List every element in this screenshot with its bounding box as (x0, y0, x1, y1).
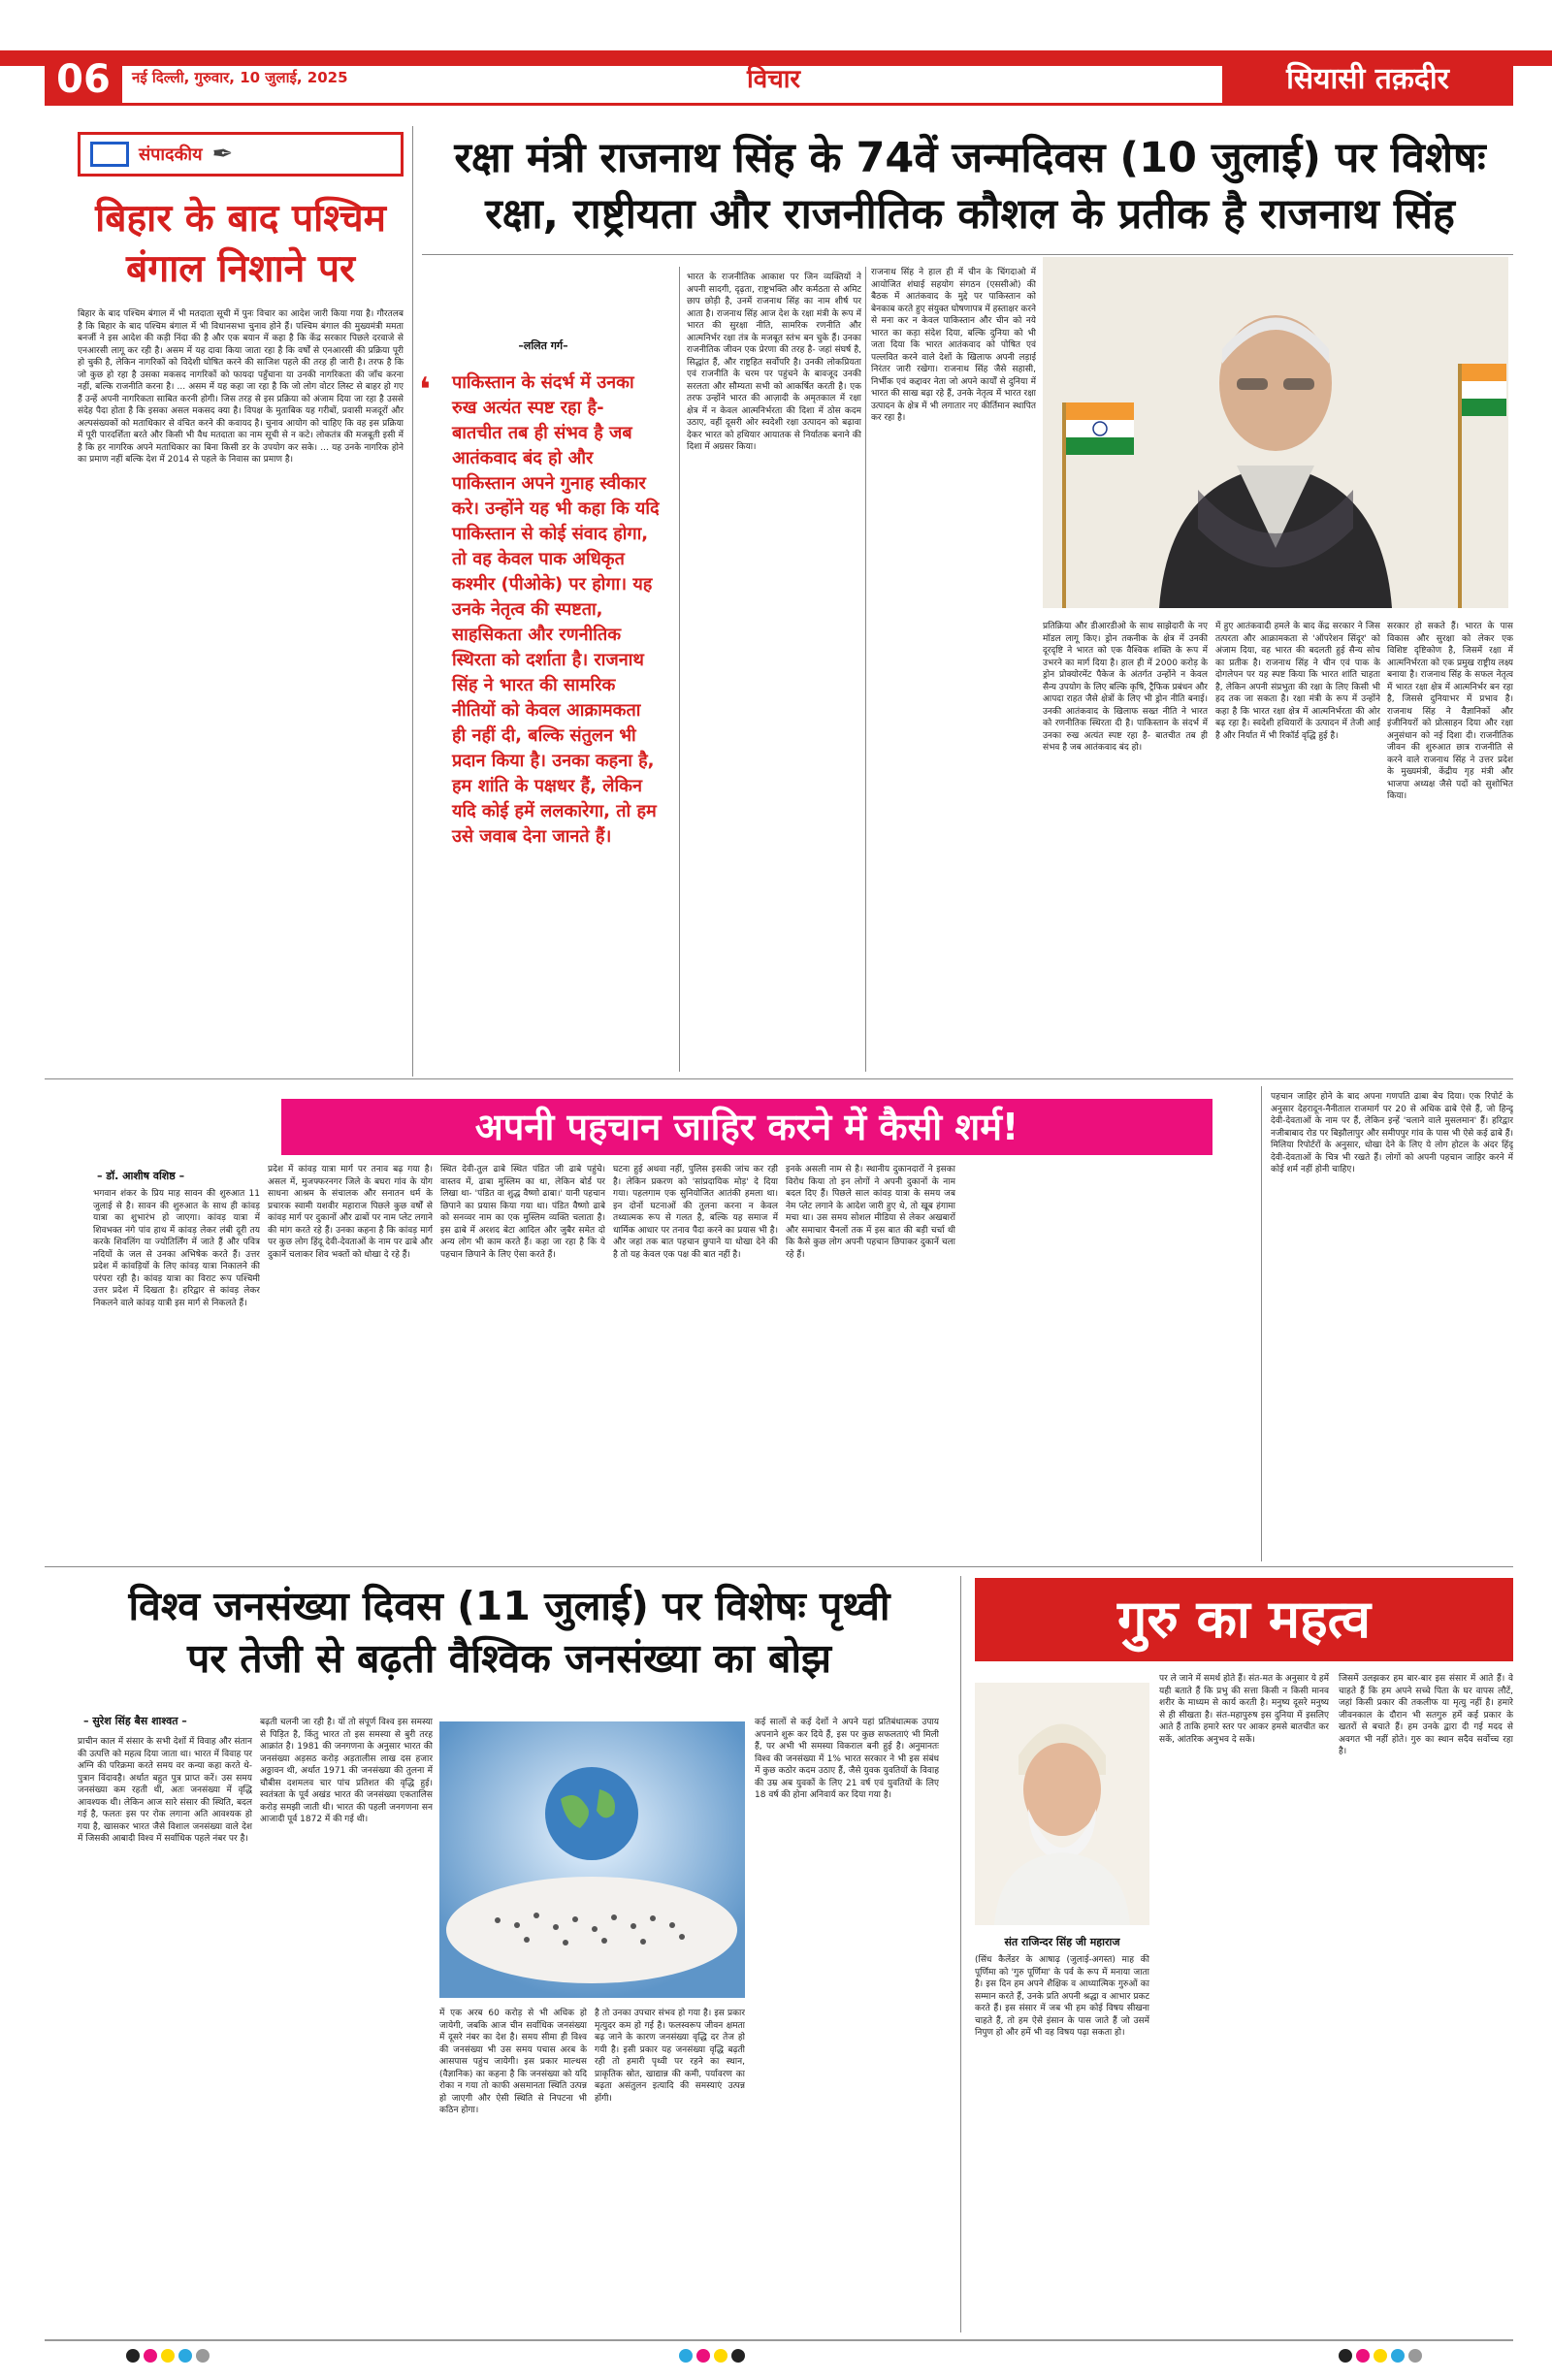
registration-dot (178, 2349, 192, 2363)
population-headline-line1: विश्व जनसंख्या दिवस (11 जुलाई) पर विशेषः पृथ्वी (128, 1583, 890, 1629)
mid-column-4: घटना हुई अथवा नहीं, पुलिस इसकी जांच कर रही है। लेकिन प्रकरण को 'सांप्रदायिक मोड़' दे दिया गया। पहलगाम एक सुनियोजित आतंकी हमला था। इन दोनों घटनाओं की तुलना करना न केवल तथ्यात्मक रूप से गलत है, बल्कि यह समाज में धार्मिक आधार पर तनाव पैदा करने का प्रयास भी है। और जहां तक बात पहचान छुपाने या धोखा देने की है तो यह केवल एक पक्ष की बात नहीं है। (613, 1165, 778, 1260)
column-rule (960, 1576, 961, 2332)
column-rule (865, 267, 866, 1072)
registration-dot (144, 2349, 157, 2363)
headline-rule (422, 254, 1513, 255)
registration-dot (126, 2349, 140, 2363)
population-column-4: है तो उनका उपचार संभव हो गया है। इस प्रकार मृत्युदर कम हो गई है। फलस्वरूप जीवन क्षमता बढ़ जाने के कारण जनसंख्या वृद्धि दर तेज हो गयी है। इसी प्रकार यह जनसंख्या वृद्धि बढ़ती रही तो हमारी पृथ्वी पर रहने का स्थान, प्राकृतिक स्रोत, खाद्यान्न की कमी, पर्यावरण का बढ़ता असंतुलन इत्यादि की समस्याएं उत्पन्न होंगी। (595, 2009, 745, 2104)
color-registration-right (1339, 2349, 1422, 2363)
editorial-tag (78, 132, 404, 177)
feature-column-5: सरकार हो सकते हैं। भारत के पास विकास और सुरक्षा को लेकर एक विशिष्ट दृष्टिकोण है, जिसमें रक्षा में आत्मनिर्भरता को एक प्रमुख राष्ट्रीय लक्ष्य बनाया है। राजनाथ सिंह के सफल नेतृत्व में भारत रक्षा क्षेत्र में आत्मनिर्भर बन रहा है, जिससे दुनियाभर में प्रभाव है। राजनाथ सिंह ने वैज्ञानिकों और इंजीनियरों को प्रोत्साहन दिया और रक्षा अनुसंधान को नई दिशा दी। राजनीतिक जीवन की शुरुआत छात्र राजनीति से करने वाले राजनाथ सिंह ने उत्तर प्रदेश के मुख्यमंत्री, केंद्रीय गृह मंत्री और भाजपा अध्यक्ष जैसे पदों को सुशोभित किया। (1387, 622, 1513, 801)
registration-dot (1339, 2349, 1352, 2363)
population-column-3: में एक अरब 60 करोड़ से भी अधिक हो जायेगी, जबकि आज चीन सर्वाधिक जनसंख्या में दूसरे नंबर का देश है। समय सीमा ही विश्व की जनसंख्या भी उस समय पचास अरब के आसपास पहुंच जायेगी। इस प्रकार माल्थस (वैज्ञानिक) का कहना है कि जनसंख्या को यदि रोका न गया तो काफी असमानता स्थिति उत्पन्न हो जाएगी और ऐसी स्थिति से निपटना भी कठिन होगा। (439, 2009, 587, 2115)
color-registration-left (126, 2349, 210, 2363)
feature-headline-line1: रक्षा मंत्री राजनाथ सिंह के 74वें जन्मदिवस (10 जुलाई) पर विशेषः (454, 134, 1486, 182)
registration-dot (196, 2349, 210, 2363)
feature-headline (422, 130, 1518, 242)
mid-article-author: – डॉ. आशीष वशिष्ठ – (97, 1170, 185, 1182)
column-rule (1261, 1086, 1262, 1561)
section-rule (45, 1566, 1513, 1567)
feature-headline-line2: रक्षा, राष्ट्रीयता और राजनीतिक कौशल के प्रतीक है राजनाथ सिंह (485, 190, 1455, 239)
registration-dot (1356, 2349, 1370, 2363)
mid-column-5: इनके असली नाम से है। स्थानीय दुकानदारों ने इसका विरोध किया तो इन लोगों ने अपनी दुकानों के नाम बदल दिए हैं। पिछले साल कांवड़ यात्रा के समय जब नेम प्लेट लगाने के आदेश जारी हुए थे, तो खूब हंगामा मचा था। उस समय सोशल मीडिया से लेकर अखबारों और समाचार चैनलों तक में इस बात की बड़ी चर्चा थी कि कैसे कुछ लोग अपनी पहचान छिपाकर दुकानें चला रहे हैं। (786, 1165, 955, 1260)
feature-author: –ललित गर्ग– (518, 339, 568, 352)
mid-column-2: प्रदेश में कांवड़ यात्रा मार्ग पर तनाव बढ़ गया है। असल में, मुजफ्फरनगर जिले के बघरा गांव के योग साधना आश्रम के संचालक और सनातन धर्म के प्रचारक स्वामी यशवीर महाराज पिछले कुछ वर्षों से कांवड़ मार्ग पर दुकानों और ढाबों पर नाम प्लेट लगाने की मांग करते रहे हैं। उनका कहना है कि कांवड़ मार्ग पर कुछ लोग हिंदू देवी-देवताओं के नाम पर ढाबे और दुकानें चलाकर शिव भक्तों को धोखा दे रहे हैं। (268, 1165, 433, 1260)
earth-crowd-image (439, 1721, 745, 1998)
population-headline-line2: पर तेजी से बढ़ती वैश्विक जनसंख्या का बोझ (186, 1635, 832, 1682)
mid-article-banner: अपनी पहचान जाहिर करने में कैसी शर्म! (281, 1099, 1212, 1155)
registration-dot (696, 2349, 710, 2363)
mid-column-1: भगवान शंकर के प्रिय माह सावन की शुरुआत 11 जुलाई से है। सावन की शुरुआत के साथ ही कांवड़ यात्रा का शुभारंभ हो जाएगा। कांवड़ यात्रा में शिवभक्त नंगे पांव हाथ में कांवड़ लेकर लंबी दूरी तय करके शिवलिंग या ज्योतिर्लिंग में जाते हैं और पवित्र नदियों के जल से उनका अभिषेक करते हैं। उत्तर प्रदेश में कांवड़ियों के लिए कांवड़ यात्रा निकालने की परंपरा रही है। कांवड़ यात्रा का विराट रूप पश्चिमी उत्तर प्रदेश में दिखता है। हरिद्वार से कांवड़ लेकर निकलने वाले कांवड़ यात्री इस मार्ग से निकलते हैं। (93, 1189, 260, 1308)
registration-dot (161, 2349, 175, 2363)
footer-rule (45, 2339, 1513, 2341)
feature-column-2: राजनाथ सिंह ने हाल ही में चीन के चिंगदाओ में आयोजित शंघाई सहयोग संगठन (एससीओ) की बैठक में आतंकवाद के मुद्दे पर पाकिस्तान को बेनकाब करते हुए संयुक्त घोषणापत्र में हस्ताक्षर करने से मना कर न केवल पाकिस्तान और चीन को नये भारत का कड़ा संदेश दिया, बल्कि दुनिया को भी जता दिया कि भारत आतंकवाद को पोषित एवं पल्लवित करने वाले देशों के खिलाफ अपनी लड़ाई निरंतर जारी रखेगा। राजनाथ सिंह जैसे सहासी, निर्भीक एवं कद्दावर नेता जो अपने कार्यों से दुनिया में भारत की साख बढ़ा रहे हैं, उनके नेतृत्व में भारत रक्षा उत्पादन के क्षेत्र में भी लगातार नए कीर्तिमान स्थापित कर रहा है। (871, 268, 1036, 423)
editorial-body: बिहार के बाद पश्चिम बंगाल में भी मतदाता सूची में पुनः विचार का आदेश जारी किया गया है। गौरतलब है कि बिहार के बाद पश्चिम बंगाल में भी विधानसभा चुनाव होने हैं। पश्चिम बंगाल की मुख्यमंत्री ममता बनर्जी ने इस आदेश की कड़ी निंदा की है और एक बयान में कहा है कि केंद्र सरकार पिछले दरवाजे से एनआरसी लागू कर रही है। असम में यह दावा किया जाता रहा है कि वर्षों से एनआरसी की प्रक्रिया पूरी हो चुकी है, लेकिन नागरिकों को विदेशी घोषित करने की साजिश पहले की तरह ही जारी है। तरफ है कि जो कुछ हो रहा है उसका मकसद नागरिकों को फायदा पहुँचाना या उनकी नागरिकता की जाँच करना नहीं, बल्कि राजनीति करना है। ... असम में यह कहा जा रहा है कि जो लोग वोटर लिस्ट से बाहर हो गए हैं उन्हें अपनी नागरिकता साबित करनी होगी। जिस तरह से इस प्रक्रिया को अंजाम दिया जा रहा है उससे संदेह पैदा होता है कि इसका असल मकसद क्या है। विपक्ष के मुताबिक यह गरीबों, प्रवासी मजदूरों और अल्पसंख्यकों को मताधिकार से वंचित करने की कवायद है। चुनाव आयोग को चाहिए कि वह इस प्रक्रिया में पूरी पारदर्शिता बरते और किसी भी वैध मतदाता का नाम सूची से न कटे। लोकतंत्र की मजबूती इसी में है कि हर नागरिक अपने मताधिकार का बिना किसी डर के उपयोग कर सके। ... यह उनके नागरिक होने का प्रमाण नहीं बल्कि देश में 2014 से पहले के निवास का प्रमाण है। (78, 309, 404, 465)
population-column-2: बढ़ती चलनी जा रही है। यों तो संपूर्ण विश्व इस समस्या से पिड़ित है, किंतु भारत तो इस समस्या से बुरी तरह आक्रांत है। 1981 की जनगणना के अनुसार भारत की जनसंख्या अड़सठ करोड़ अड़तालीस लाख दस हजार अठ्ठावन थी, अर्थात 1971 की जनसंख्या की तुलना में चौबीस दशमलव चार पांच प्रतिशत की वृद्धि हुई। स्वतंत्रता के पूर्व अखंड भारत की जनसंख्या एकतालिस करोड़ समझी जाती थी। भारत की पहली जनगणना सन आजादी पूर्व 1872 में की गई थी। (260, 1718, 433, 1824)
pen-icon: ✒ (211, 140, 234, 169)
quote-mark-icon: ❛ (419, 370, 431, 409)
feature-column-1: भारत के राजनीतिक आकाश पर जिन व्यक्तियों ने अपनी सादगी, दृढ़ता, राष्ट्रभक्ति और कर्मठता से अमिट छाप छोड़ी है, उनमें राजनाथ सिंह का नाम शीर्ष पर आता है। राजनाथ सिंह आज देश के रक्षा मंत्री के रूप में भारत की सुरक्षा नीति, सामरिक रणनीति और आत्मनिर्भर रक्षा तंत्र के मजबूत स्तंभ बन चुके हैं। उनका राजनीतिक जीवन एक प्रेरणा की तरह है- जहां संघर्ष है, सिद्धांत हैं, और राष्ट्रहित सर्वोपरि है। उनकी लोकप्रियता एवं राजनीति के चरम पर पहुंचने के बावजूद उनकी सरलता और सौम्यता सभी को आकर्षित करती है। एक तरफ उन्होंने भारत की आज़ादी के अमृतकाल में रक्षा क्षेत्र में न केवल आत्मनिर्भरता की दिशा में ठोस कदम उठाए, वहीं दूसरी ओर स्वदेशी रक्षा उत्पादन को बढ़ावा देकर भारत को हथियार आयातक से निर्यातक बनाने की दिशा में अग्रसर किया। (687, 273, 861, 452)
registration-dot (679, 2349, 693, 2363)
mid-column-6: पहचान जाहिर होने के बाद अपना गणपति ढाबा बेच दिया। एक रिपोर्ट के अनुसार देहरादून-नैनीताल राजमार्ग पर 20 से अधिक ढाबे ऐसे हैं, जो हिन्दू देवी-देवताओं के नाम पर हैं, लेकिन इन्हें 'चलाने वाले मुसलमान' हैं। हरिद्वार नजीबाबाद रोड पर बिझौलापुर और समीपपुर गांव के पास भी ऐसे कई ढाबे हैं। मिलिया रिपोर्टरों के अनुसार, धोखा देने के लिए ये लोग होटल के अंदर हिंदू देवी-देवताओं के चित्र भी रखते हैं। लोगों को अपनी पहचान जाहिर करने में कोई शर्म नहीं होनी चाहिए। (1271, 1092, 1513, 1174)
population-headline (78, 1580, 941, 1685)
guru-banner: गुरु का महत्व (975, 1578, 1513, 1661)
feature-column-3: प्रतिक्रिया और डीआरडीओ के साथ साझेदारी के नए मॉडल लागू किए। ड्रोन तकनीक के क्षेत्र में उनकी दूरदृष्टि ने भारत को एक वैश्विक शक्ति के रूप में उभरने का मार्ग दिया है। हाल ही में 2000 करोड़ के ड्रोन प्रोक्योरमेंट पैकेज के अंतर्गत उन्होंने न केवल सैन्य उपयोग के लिए बल्कि कृषि, ट्रैफिक प्रबंधन और आपदा राहत जैसे क्षेत्रों के लिए भी ड्रोन नीति बनाई। उनकी आतंकवाद के खिलाफ सख्त नीति ने भारत को रणनीतिक स्थिरता दी है। पाकिस्तान के संदर्भ में उनका रुख अत्यंत स्पष्ट रहा है- बातचीत तब ही संभव है जब आतंकवाद बंद हो। (1043, 622, 1208, 753)
registration-dot (1408, 2349, 1422, 2363)
guru-photo (975, 1683, 1149, 1925)
registration-dot (714, 2349, 728, 2363)
editorial-title: बिहार के बाद पश्चिम बंगाल निशाने पर (95, 197, 386, 291)
page-number: 06 (45, 56, 122, 103)
editorial-box-icon (90, 142, 129, 167)
column-rule (412, 126, 413, 1077)
registration-dot (1374, 2349, 1387, 2363)
color-registration-center (679, 2349, 745, 2363)
pull-quote: पाकिस्तान के संदर्भ में उनका रुख अत्यंत स्पष्ट रहा है- बातचीत तब ही संभव है जब आतंकवाद बंद हो और पाकिस्तान अपने गुनाह स्वीकार करे। उन्होंने यह भी कहा कि यदि पाकिस्तान से कोई संवाद होगा, तो वह केवल पाक अधिकृत कश्मीर (पीओके) पर होगा। यह उनके नेतृत्व की स्पष्टता, साहसिकता और रणनीतिक स्थिरता को दर्शाता है। राजनाथ सिंह ने भारत की सामरिक नीतियों को केवल आक्रामकता ही नहीं दी, बल्कि संतुलन भी प्रदान किया है। उनका कहना है, हम शांति के पक्षधर हैं, लेकिन यदि कोई हमें ललकारेगा, तो हम उसे जवाब देना जानते हैं। (452, 372, 660, 847)
newspaper-brand: सियासी तक़दीर (1222, 56, 1513, 103)
guru-column-2: पर ले जाने में समर्थ होते हैं। संत-मत के अनुसार ये हमें यही बताते हैं कि प्रभु की सत्ता किसी न किसी मानव शरीर के माध्यम से कार्य करती है। मनुष्य दूसरे मनुष्य से ही सीखता है। संत-महापुरुष इस दुनिया में इसलिए आते हैं ताकि हमारे स्तर पर आकर हमसे बातचीत कर सकें, आंतरिक अनुभव दे सकें। (1159, 1674, 1329, 1745)
population-column-5: कई सालों से कई देशों ने अपने यहां प्रतिबंधात्मक उपाय अपनाने शुरू कर दिये हैं, इस पर कुछ सफलताएं भी मिली हैं, पर अभी भी समस्या विकराल बनी हुई है। अनुमानतः विश्व की जनसंख्या में 1% भारत सरकार ने भी इस संबंध में कुछ कठोर कदम उठाए हैं, जैसे युवक युवतियों के विवाह की उम्र अब युवकों के लिए 21 वर्ष एवं युवतियों के लिए 18 वर्ष की होना अनिवार्य कर दिया गया है। (755, 1718, 939, 1800)
guru-caption: संत राजिन्दर सिंह जी महाराज (1004, 1936, 1120, 1948)
editorial-label: संपादकीय (139, 145, 203, 165)
guru-column-3: जिसमें उलझकर हम बार-बार इस संसार में आते हैं। वे चाहते हैं कि हम अपने सच्चे पिता के घर वापस लौटें, जहां किसी प्रकार की तकलीफ या मृत्यु नहीं है। हमारे जीवनकाल के दौरान भी सतगुरु हमें कई प्रकार के खतरों से बचाते हैं। हम उनके द्वारा दी गई मदद से अवगत भी नहीं होते। गुरु का स्थान सदैव सर्वोच्च रहा है। (1339, 1674, 1513, 1756)
column-rule (679, 267, 680, 1072)
population-author: – सुरेश सिंह बैस शाश्वत – (83, 1715, 187, 1727)
registration-dot (1391, 2349, 1405, 2363)
guru-column-1: (सिंध कैलेंडर के आषाढ़ (जुलाई-अगस्त) माह की पूर्णिमा को 'गुरु पूर्णिमा' के पर्व के रूप में मनाया जाता है। इस दिन हम अपने शैक्षिक व आध्यात्मिक गुरुओं का सम्मान करते हैं, उनके प्रति अपनी श्रद्धा व आभार प्रकट करते हैं। इस संसार में जब भी हम कोई विषय सीखना चाहते हैं, तो हम ऐसे इंसान के पास जाते हैं जो उसमें निपुण हो और हमें भी वह विषय पढ़ा सकता हो। (975, 1955, 1149, 2038)
issue-date: नई दिल्ली, गुरुवार, 10 जुलाई, 2025 (132, 69, 348, 86)
mid-column-3: स्थित देवी-तुल ढाबे स्थित पंडित जी ढाबे पहुंचे। वास्तव में, ढाबा मुस्लिम का था, लेकिन बोर्ड पर लिखा था- 'पंडित वा शुद्ध वैष्णो ढाबा।' यानी पहचान छिपाने का प्रयास किया गया था। पंडित वैष्णो ढाबे को सनव्वर नाम का एक मुस्लिम व्यक्ति चलाता है। इस ढाबे में अरशद बेटा आदिल और जुबैर समेत दो अन्य लोग भी काम करते हैं। कहा जा रहा है कि ये पहचान छिपाने के लिए ऐसा करते हैं। (440, 1165, 605, 1260)
header-rule (45, 103, 1513, 106)
section-title: विचार (747, 65, 801, 94)
population-column-1: प्राचीन काल में संसार के सभी देशों में विवाह और संतान की उत्पत्ति को महत्व दिया जाता था। भारत में विवाह पर अग्नि की परिक्रमा करते समय वर कन्या कहा करते थे- पुत्रान विंदावहै। अर्थात बहुत पुत्र प्राप्त करें। उस समय जनसंख्या कम रहती थी, अतः जनसंख्या में वृद्धि आवश्यक थी। लेकिन आज सारे संसार की स्थिति, बदल गई है, फलतः इस पर रोक लगाना अति आवश्यक हो गया है, खासकर भारत जैसे विशाल जनसंख्या वाले देश में जिसकी आबादी विश्व में सर्वाधिक पहले नंबर पर है। (78, 1737, 252, 1844)
registration-dot (731, 2349, 745, 2363)
section-rule (45, 1078, 1513, 1079)
rajnath-photo (1043, 257, 1508, 608)
feature-column-4: में हुए आतंकवादी हमले के बाद केंद्र सरकार ने जिस तत्परता और आक्रामकता से 'ऑपरेशन सिंदूर' को अंजाम दिया, वह भारत की बदलती हुई सैन्य सोच का प्रतीक है। राजनाथ सिंह ने चीन एवं पाक के दोगलेपन पर यह स्पष्ट किया कि भारत शांति चाहता है, लेकिन अपनी संप्रभुता की रक्षा के लिए किसी भी हद तक जा सकता है। रक्षा मंत्री के रूप में उन्होंने कहा है कि भारत रक्षा क्षेत्र में आत्मनिर्भरता की ओर बढ़ रहा है। स्वदेशी हथियारों के उत्पादन में तेजी आई है और निर्यात में भी रिकॉर्ड वृद्धि हुई है। (1215, 622, 1380, 741)
